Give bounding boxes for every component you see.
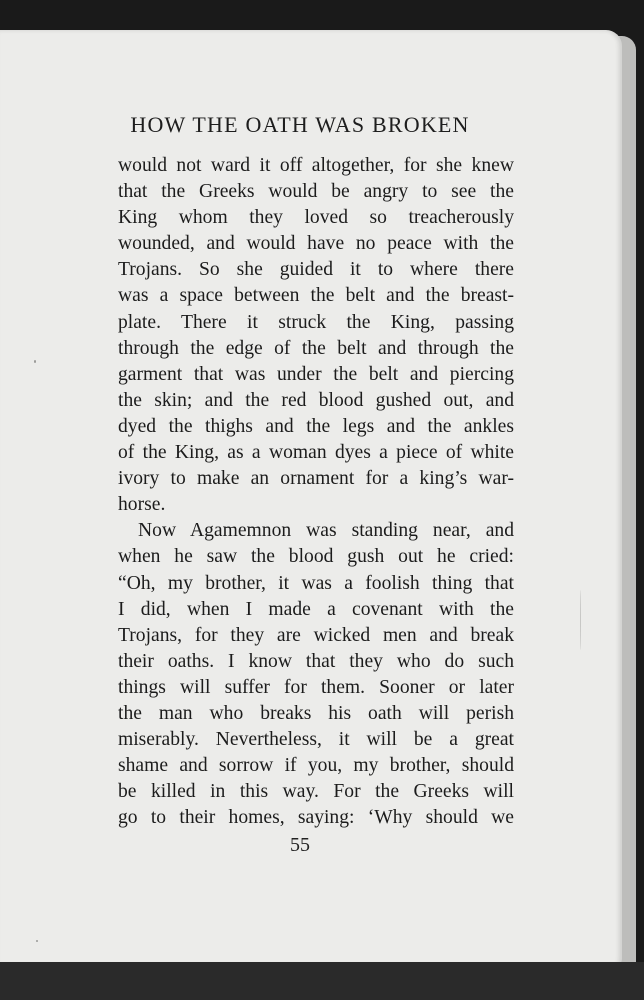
- text-line: would not ward it off altogether, for she knew: [118, 155, 514, 176]
- text-line: Now Agamemnon was standing near, and: [138, 520, 514, 542]
- text-line: the man who breaks his oath will perish: [118, 702, 514, 724]
- text-line: wounded, and would have no peace with the: [118, 233, 514, 255]
- paper-speck: [34, 360, 36, 363]
- text-line: garment that was under the belt and piercing: [118, 363, 514, 385]
- text-line: through the edge of the belt and through the: [118, 337, 514, 359]
- text-line: Trojans, for they are wicked men and break: [118, 624, 514, 646]
- text-line: their oaths. I know that they who do such: [118, 650, 514, 672]
- text-line: plate. There it struck the King, passing: [118, 311, 514, 333]
- text-line: of the King, as a woman dyes a piece of white: [118, 442, 514, 464]
- text-line: things will suffer for them. Sooner or later: [118, 676, 514, 698]
- text-line: was a space between the belt and the breast-: [118, 285, 514, 307]
- paper-speck: [36, 940, 38, 942]
- text-line: ivory to make an ornament for a king’s war-: [118, 468, 514, 490]
- text-line: when he saw the blood gush out he cried:: [118, 546, 514, 568]
- paper-crease: [580, 590, 581, 650]
- text-line: “Oh, my brother, it was a foolish thing that: [118, 572, 514, 594]
- text-line: Trojans. So she guided it to where there: [118, 259, 514, 281]
- text-line: dyed the thighs and the legs and the ankles: [118, 415, 514, 437]
- text-line: I did, when I made a covenant with the: [118, 598, 514, 620]
- text-line: be killed in this way. For the Greeks will: [118, 781, 514, 803]
- text-line: King whom they loved so treacherously: [118, 207, 514, 229]
- text-line: horse.: [118, 494, 166, 516]
- text-line: shame and sorrow if you, my brother, should: [118, 755, 514, 777]
- body-text: [118, 153, 514, 831]
- text-line: the skin; and the red blood gushed out, and: [118, 389, 514, 411]
- page-number: 55: [290, 834, 310, 856]
- running-head: HOW THE OATH WAS BROKEN: [130, 112, 470, 137]
- text-line: miserably. Nevertheless, it will be a great: [118, 729, 514, 751]
- background-surface: [0, 962, 644, 1000]
- text-line: go to their homes, saying: ‘Why should we: [118, 807, 514, 829]
- text-line: that the Greeks would be angry to see the: [118, 181, 514, 203]
